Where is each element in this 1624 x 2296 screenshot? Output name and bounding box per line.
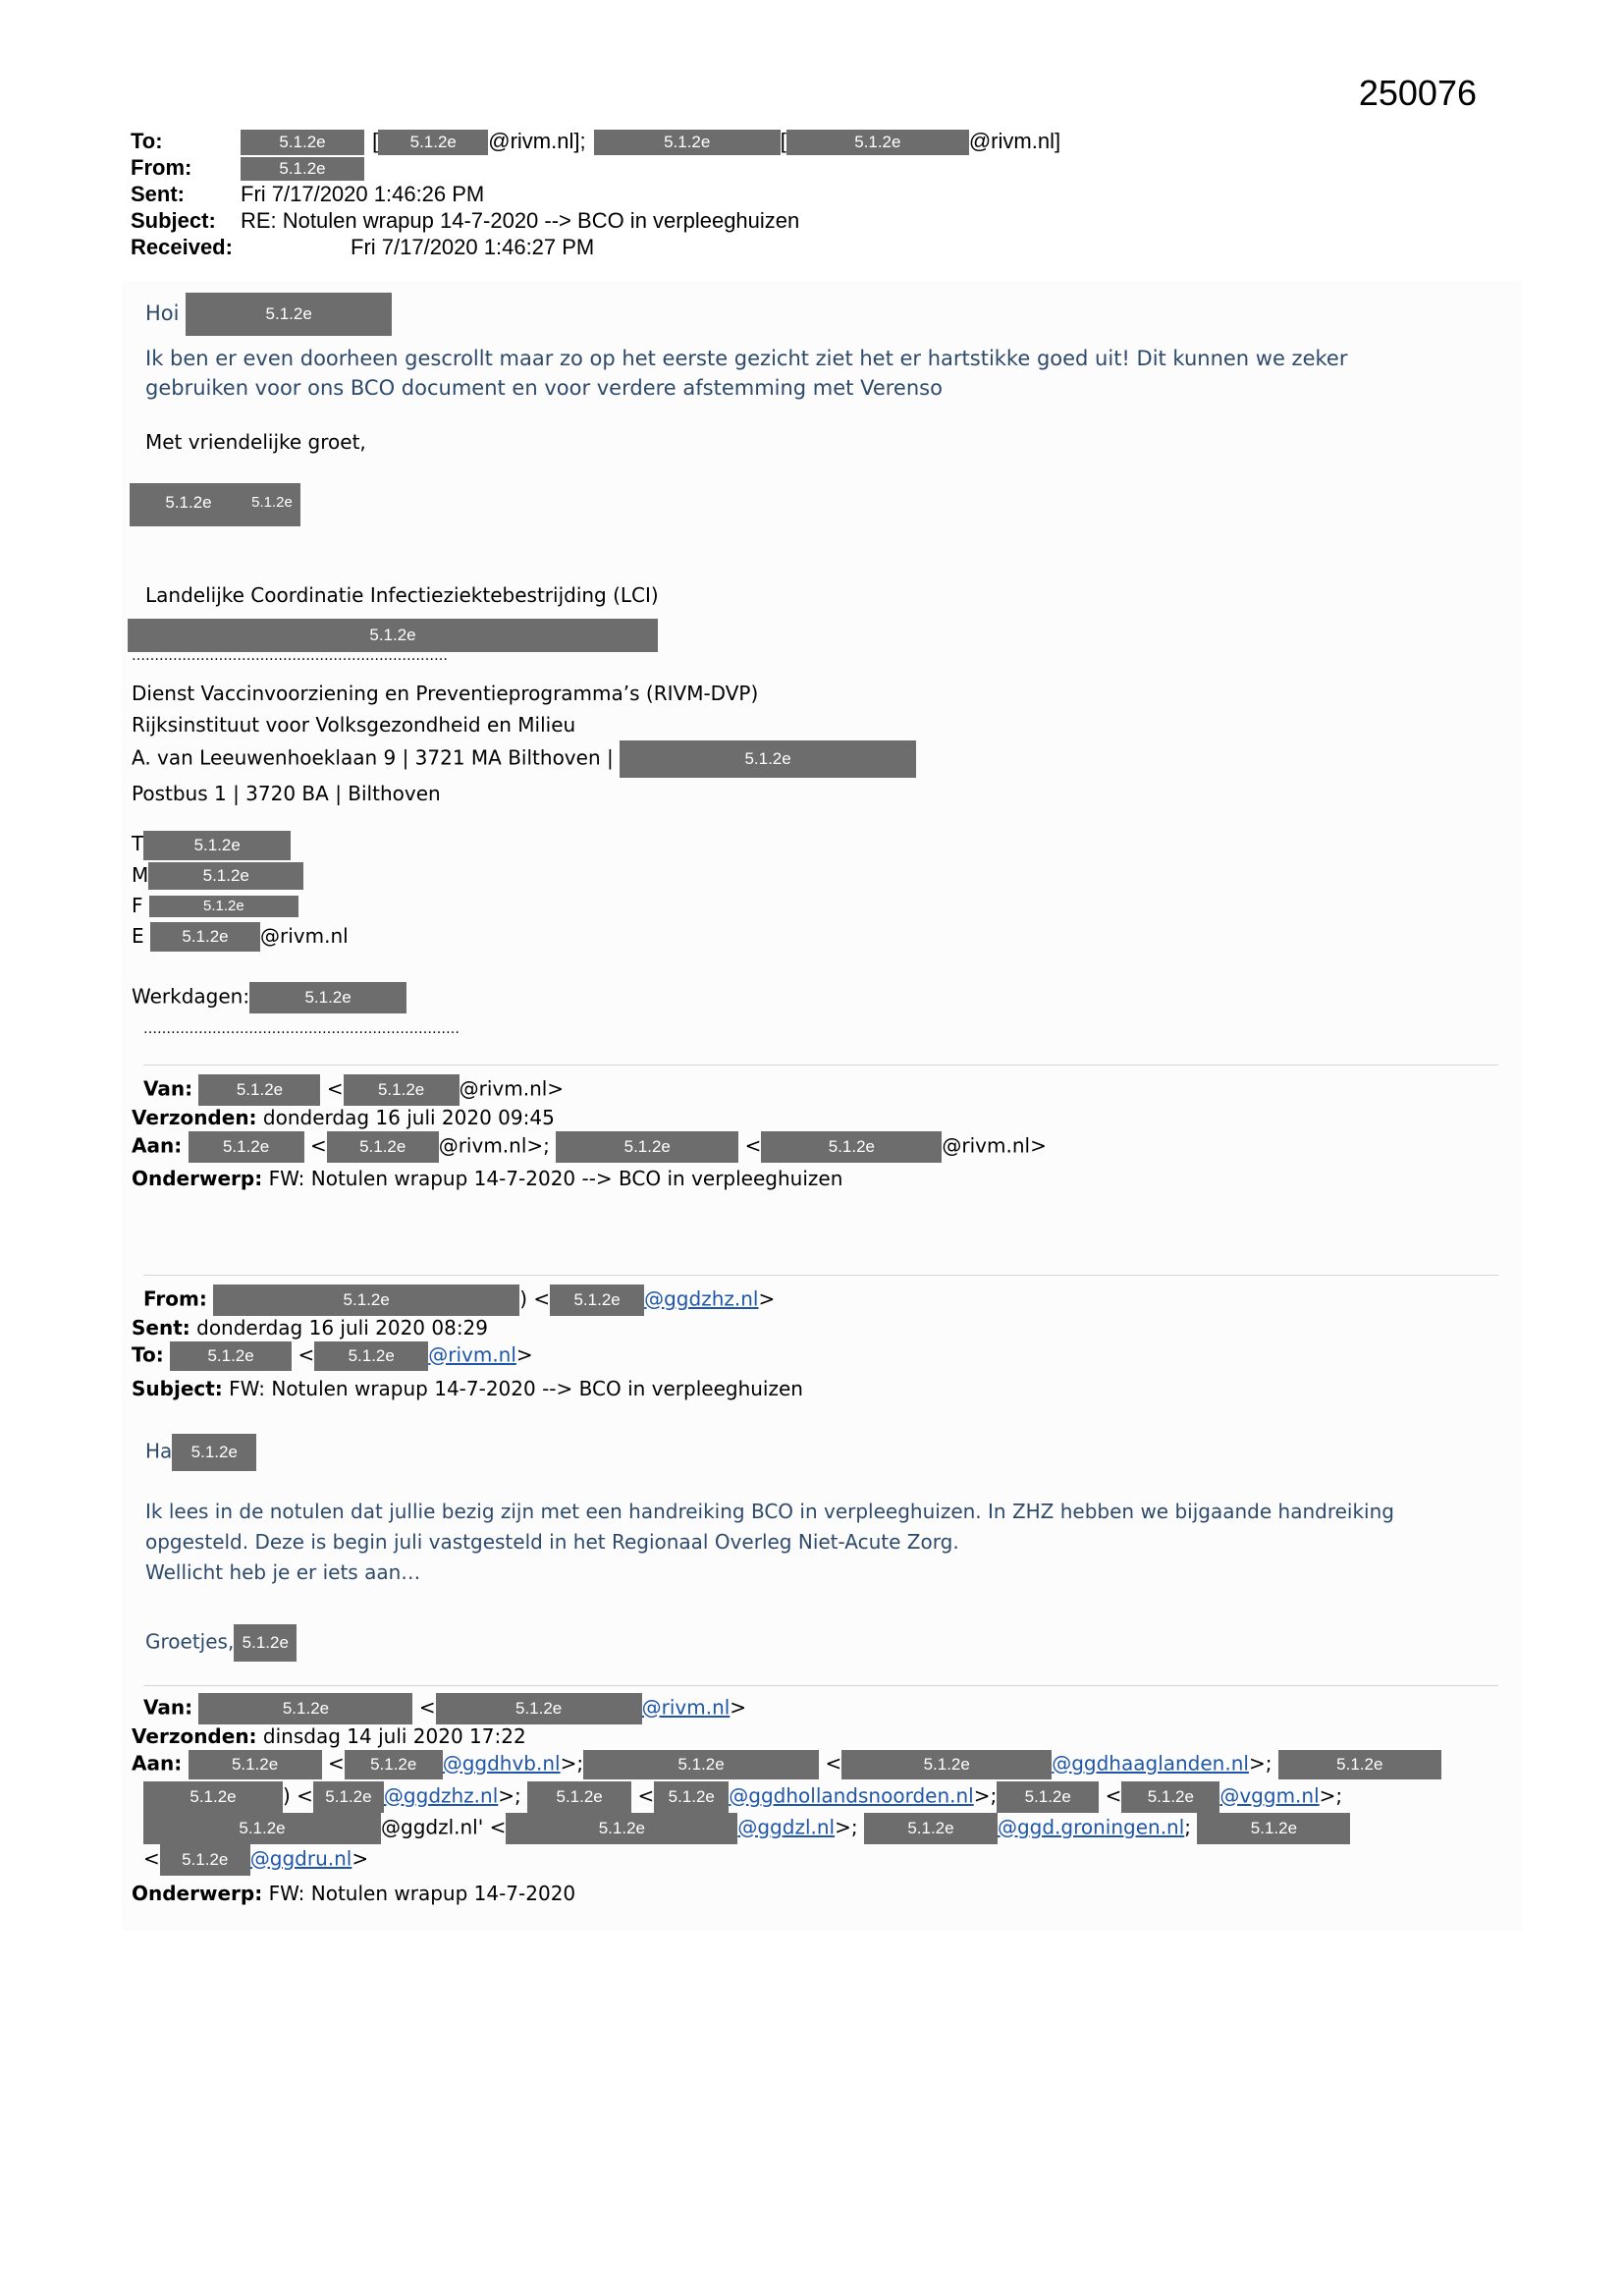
redaction: 5.1.2e bbox=[198, 1693, 412, 1724]
to-label: To: bbox=[131, 129, 163, 153]
redaction: 5.1.2e bbox=[864, 1813, 998, 1844]
signature-postbus: Postbus 1 | 3720 BA | Bilthoven bbox=[132, 782, 441, 805]
fw2-to-row: To: 5.1.2e < 5.1.2e @rivm.nl> bbox=[132, 1341, 533, 1371]
received-value: Fri 7/17/2020 1:46:27 PM bbox=[351, 235, 595, 259]
workdays-row: Werkdagen: 5.1.2e bbox=[132, 982, 406, 1013]
redaction: 5.1.2e bbox=[620, 740, 916, 778]
redaction: 5.1.2e bbox=[314, 1341, 428, 1371]
message-body bbox=[122, 281, 1522, 1931]
redaction: 5.1.2e bbox=[1197, 1813, 1350, 1844]
fw1-van-row: Van: 5.1.2e < 5.1.2e @rivm.nl> bbox=[143, 1074, 564, 1106]
redaction: 5.1.2e bbox=[170, 1341, 292, 1371]
redaction: 5.1.2e bbox=[344, 1074, 460, 1106]
redaction: 5.1.2e bbox=[841, 1750, 1052, 1779]
fw3-aan-row-2: 5.1.2e ) < 5.1.2e @ggdzhz.nl>; 5.1.2e < 5.1.2e @ggdhollandsnoorden.nl>; 5.1.2e < 5.1.2e @vggm.nl>; bbox=[143, 1781, 1342, 1813]
reply-body-line: gebruiken voor ons BCO document en voor verdere afstemming met Verenso bbox=[145, 376, 943, 400]
redaction: 5.1.2e bbox=[198, 1074, 320, 1106]
redaction: 5.1.2e bbox=[761, 1131, 942, 1163]
redaction: 5.1.2e bbox=[313, 1781, 384, 1813]
fw2-body bbox=[145, 1497, 1394, 1588]
redaction: 5.1.2e bbox=[128, 619, 658, 652]
fw2-closing: Groetjes, 5.1.2e bbox=[145, 1624, 297, 1662]
subject-value: RE: Notulen wrapup 14-7-2020 --> BCO in verpleeghuizen bbox=[241, 208, 800, 233]
reply-body-line: Ik ben er even doorheen gescrollt maar zo op het eerste gezicht ziet het er hartstikke goed uit! Dit kunnen we zeker bbox=[145, 347, 1348, 370]
fw3-onderwerp-row: Onderwerp: FW: Notulen wrapup 14-7-2020 bbox=[132, 1882, 576, 1905]
redaction: 5.1.2e bbox=[654, 1781, 729, 1813]
reply-body bbox=[145, 344, 1347, 403]
redaction: 5.1.2e bbox=[189, 1750, 322, 1779]
email-row: E 5.1.2e @rivm.nl bbox=[132, 921, 349, 953]
document-number: 250076 bbox=[1358, 73, 1477, 113]
email-link[interactable]: @ggdhaaglanden.nl bbox=[1052, 1751, 1249, 1776]
redaction: 5.1.2e bbox=[149, 896, 298, 917]
redaction: 5.1.2e bbox=[186, 293, 392, 336]
signature-redaction bbox=[128, 619, 658, 652]
subject-label: Subject: bbox=[131, 208, 216, 233]
redaction: 5.1.2e bbox=[244, 483, 300, 526]
header-subject-row bbox=[131, 207, 800, 234]
header-received-row bbox=[131, 234, 595, 260]
mobile-row: M 5.1.2e bbox=[132, 860, 349, 891]
fw1-onderwerp-row: Onderwerp: FW: Notulen wrapup 14-7-2020 --> BCO in verpleeghuizen bbox=[132, 1167, 843, 1190]
redaction: 5.1.2e bbox=[148, 862, 303, 890]
fw2-subject-row: Subject: FW: Notulen wrapup 14-7-2020 --> BCO in verpleeghuizen bbox=[132, 1377, 803, 1400]
redaction: 5.1.2e bbox=[583, 1750, 819, 1779]
divider bbox=[143, 1685, 1498, 1686]
fw3-van-row: Van: 5.1.2e < 5.1.2e @rivm.nl> bbox=[143, 1693, 746, 1724]
header-sent-row bbox=[131, 181, 485, 207]
header-from-row bbox=[131, 154, 326, 181]
redaction: 5.1.2e bbox=[130, 483, 247, 526]
to-email-2: @rivm.nl] bbox=[968, 129, 1061, 153]
reply-closing: Met vriendelijke groet, bbox=[145, 430, 366, 454]
redaction: 5.1.2e bbox=[345, 1750, 443, 1779]
redaction: 5.1.2e bbox=[143, 1813, 381, 1844]
fax-row: F 5.1.2e bbox=[132, 891, 349, 921]
to-email-1: @rivm.nl]; bbox=[488, 129, 586, 153]
signature-dept: Dienst Vaccinvoorziening en Preventieprogramma’s (RIVM-DVP) bbox=[132, 682, 759, 705]
redaction: 5.1.2e bbox=[378, 130, 488, 155]
redaction: 5.1.2e bbox=[249, 982, 406, 1013]
redaction: 5.1.2e bbox=[327, 1131, 439, 1163]
redaction: 5.1.2e bbox=[594, 130, 781, 155]
redaction: 5.1.2e bbox=[556, 1131, 738, 1163]
email-link[interactable]: @ggdru.nl bbox=[249, 1846, 352, 1871]
redaction: 5.1.2e bbox=[150, 922, 260, 952]
divider bbox=[143, 1065, 1498, 1066]
divider bbox=[143, 1275, 1498, 1276]
signature-contact bbox=[132, 829, 349, 952]
sent-value: Fri 7/17/2020 1:46:26 PM bbox=[241, 182, 485, 206]
redaction: 5.1.2e bbox=[550, 1285, 644, 1316]
redaction: 5.1.2e bbox=[506, 1813, 737, 1844]
signature-institute: Rijksinstituut voor Volksgezondheid en Milieu bbox=[132, 713, 576, 737]
signature-street: A. van Leeuwenhoeklaan 9 | 3721 MA Bilthoven | 5.1.2e bbox=[132, 740, 916, 778]
fw2-body-line: Ik lees in de notulen dat jullie bezig zijn met een handreiking BCO in verpleeghuizen. In ZHZ hebben we bijgaande handreiking bbox=[145, 1500, 1394, 1523]
fw2-from-row: From: 5.1.2e ) < 5.1.2e @ggdzhz.nl> bbox=[143, 1285, 775, 1316]
redaction: 5.1.2e bbox=[234, 1624, 297, 1662]
redaction: 5.1.2e bbox=[241, 157, 364, 181]
redaction: 5.1.2e bbox=[213, 1285, 519, 1316]
redaction: 5.1.2e bbox=[1121, 1781, 1219, 1813]
email-link[interactable]: @ggdzl.nl bbox=[737, 1815, 836, 1839]
email-link[interactable]: @vggm.nl bbox=[1219, 1783, 1320, 1808]
email-header bbox=[131, 128, 1061, 260]
email-link[interactable]: @ggdzhz.nl bbox=[383, 1783, 499, 1808]
fw3-verzonden-row: Verzonden: dinsdag 14 juli 2020 17:22 bbox=[132, 1724, 526, 1748]
email-link[interactable]: @rivm.nl bbox=[641, 1695, 731, 1720]
email-link[interactable]: @ggdhollandsnoorden.nl bbox=[729, 1783, 974, 1808]
signature-address bbox=[132, 678, 916, 809]
fw1-verzonden-row: Verzonden: donderdag 16 juli 2020 09:45 bbox=[132, 1106, 555, 1129]
redaction: 5.1.2e bbox=[241, 130, 364, 155]
redaction: 5.1.2e bbox=[189, 1131, 304, 1163]
fw2-greeting: Ha 5.1.2e bbox=[145, 1434, 256, 1471]
redaction: 5.1.2e bbox=[786, 130, 969, 155]
redaction: 5.1.2e bbox=[160, 1844, 250, 1876]
fw2-body-line: Wellicht heb je er iets aan… bbox=[145, 1560, 421, 1584]
email-link[interactable]: @ggd.groningen.nl bbox=[997, 1815, 1185, 1839]
signature-dots-2: …………………………………………………………… bbox=[143, 1021, 460, 1037]
redaction: 5.1.2e bbox=[436, 1693, 642, 1724]
redaction: 5.1.2e bbox=[997, 1781, 1099, 1813]
signature-dots: …………………………………………………………… bbox=[132, 648, 448, 664]
redaction: 5.1.2e bbox=[143, 1781, 283, 1813]
reply-greeting: Hoi 5.1.2e bbox=[145, 293, 392, 336]
received-label: Received: bbox=[131, 235, 233, 259]
email-link[interactable]: @rivm.nl bbox=[428, 1342, 516, 1367]
email-link[interactable]: @ggdhvb.nl bbox=[442, 1751, 561, 1776]
fw2-body-line: opgesteld. Deze is begin juli vastgesteld in het Regionaal Overleg Niet-Acute Zorg. bbox=[145, 1530, 959, 1554]
fw1-aan-row: Aan: 5.1.2e < 5.1.2e @rivm.nl>; 5.1.2e < 5.1.2e @rivm.nl> bbox=[132, 1131, 1047, 1163]
sent-label: Sent: bbox=[131, 182, 185, 206]
fw3-aan-row-1: Aan: 5.1.2e < 5.1.2e @ggdhvb.nl>; 5.1.2e < 5.1.2e @ggdhaaglanden.nl>; 5.1.2e bbox=[132, 1750, 1441, 1779]
fw3-aan-row-4: < 5.1.2e @ggdru.nl> bbox=[143, 1844, 368, 1876]
phone-row: T 5.1.2e bbox=[132, 829, 349, 860]
redaction: 5.1.2e bbox=[143, 831, 291, 860]
redaction: 5.1.2e bbox=[527, 1781, 631, 1813]
fw3-aan-row-3: 5.1.2e @ggdzl.nl' < 5.1.2e @ggdzl.nl>; 5.1.2e @ggd.groningen.nl; 5.1.2e bbox=[143, 1813, 1350, 1844]
from-label: From: bbox=[131, 155, 192, 180]
email-link[interactable]: @ggdzhz.nl bbox=[644, 1286, 759, 1311]
signature-name bbox=[130, 483, 300, 526]
redaction: 5.1.2e bbox=[1278, 1750, 1441, 1779]
fw2-sent-row: Sent: donderdag 16 juli 2020 08:29 bbox=[132, 1316, 489, 1339]
redaction: 5.1.2e bbox=[172, 1434, 256, 1471]
signature-org: Landelijke Coordinatie Infectieziektebestrijding (LCI) bbox=[145, 583, 659, 607]
header-to-row: To: 5.1.2e [ 5.1.2e @rivm.nl]; 5.1.2e [ 5.1.2e @rivm.nl] bbox=[131, 128, 241, 154]
